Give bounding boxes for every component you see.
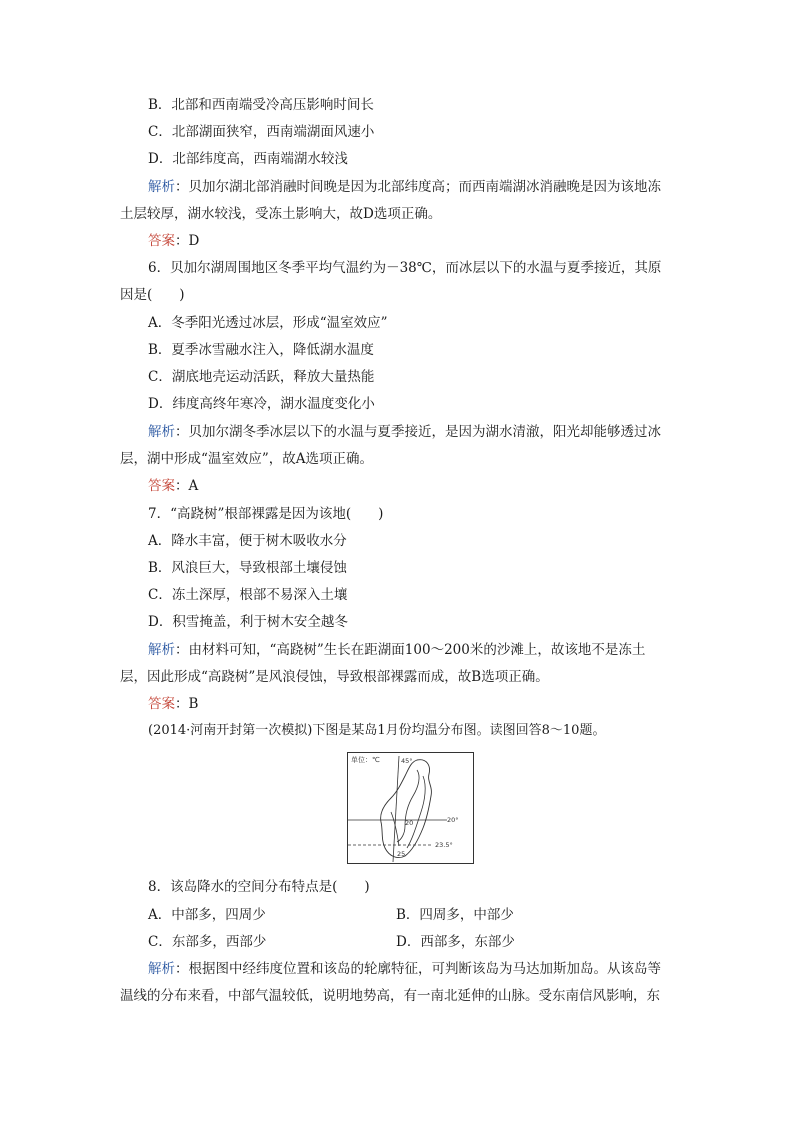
- answer-value: ：B: [175, 696, 199, 712]
- latitude-label-20: 20°: [447, 816, 459, 824]
- q5-analysis-line1: [148, 178, 661, 196]
- q6-stem-line1: 6．贝加尔湖周围地区冬季平均气温约为－38℃，而冰层以下的水温与夏季接近，其原: [148, 260, 662, 276]
- isotherm-map-figure: [347, 752, 474, 864]
- q7-analysis-line1: [148, 641, 645, 659]
- longitude-label: 45°: [401, 757, 413, 765]
- answer-value: ：A: [175, 478, 199, 494]
- answer-label: 答案: [148, 696, 175, 712]
- q5-answer: [148, 232, 199, 250]
- isotherm-label-20: 20: [405, 819, 414, 827]
- q6-option-a: A．冬季阳光透过冰层，形成“温室效应”: [148, 315, 388, 331]
- q6-stem-line2: 因是( ): [120, 287, 185, 303]
- q8-option-c: C．东部多，西部少: [148, 934, 267, 950]
- q6-analysis-line1: [148, 423, 661, 441]
- analysis-text: ：由材料可知，“高跷树”生长在距湖面100～200米的沙滩上，故该地不是冻土: [175, 642, 646, 658]
- q7-option-a: A．降水丰富，便于树木吸收水分: [148, 533, 347, 549]
- q5-option-c: C．北部湖面狭窄，西南端湖面风速小: [148, 124, 375, 140]
- figure-frame: [348, 753, 474, 864]
- unit-label: 单位：℃: [351, 756, 380, 764]
- analysis-text: ：贝加尔湖冬季冰层以下的水温与夏季接近，是因为湖水清澈，阳光却能够透过冰: [175, 424, 661, 440]
- isotherm-label-25: 25: [397, 850, 406, 858]
- analysis-text: ：根据图中经纬度位置和该岛的轮廓特征，可判断该岛为马达加斯加岛。从该岛等: [175, 961, 661, 977]
- q6-option-b: B．夏季冰雪融水注入，降低湖水温度: [148, 342, 374, 358]
- q8-option-d: D．西部多，东部少: [396, 934, 515, 950]
- q7-option-b: B．风浪巨大，导致根部土壤侵蚀: [148, 560, 347, 576]
- latitude-label-23-5: 23.5°: [435, 841, 453, 849]
- q7-stem: 7．“高跷树”根部裸露是因为该地( ): [148, 506, 384, 522]
- q8-option-a: A．中部多，四周少: [148, 907, 266, 923]
- answer-label: 答案: [148, 478, 175, 494]
- analysis-label: 解析: [148, 642, 175, 658]
- analysis-label: 解析: [148, 424, 175, 440]
- q7-answer: [148, 695, 198, 713]
- q5-option-d: D．北部纬度高，西南端湖水较浅: [148, 151, 348, 167]
- questions-intro: (2014·河南开封第一次模拟)下图是某岛1月份均温分布图。读图回答8～10题。: [148, 723, 606, 738]
- answer-label: 答案: [148, 233, 175, 249]
- q6-option-d: D．纬度高终年寒冷，湖水温度变化小: [148, 396, 375, 412]
- q5-option-b: B．北部和西南端受冷高压影响时间长: [148, 97, 374, 113]
- q8-analysis-line2: 温线的分布来看，中部气温较低，说明地势高，有一南北延伸的山脉。受东南信风影响，东: [120, 988, 660, 1004]
- q8-option-b: B．四周多，中部少: [396, 907, 514, 923]
- q6-analysis-line2: 层，湖中形成“温室效应”，故A选项正确。: [120, 451, 374, 467]
- q7-analysis-line2: 层，因此形成“高跷树”是风浪侵蚀，导致根部裸露而成，故B选项正确。: [120, 669, 549, 685]
- q6-answer: [148, 477, 198, 495]
- q5-analysis-line2: 土层较厚，湖水较浅，受冻土影响大，故D选项正确。: [120, 206, 442, 222]
- q7-option-d: D．积雪掩盖，利于树木安全越冬: [148, 614, 348, 630]
- analysis-label: 解析: [148, 961, 175, 977]
- answer-value: ：D: [175, 233, 200, 249]
- q6-option-c: C．湖底地壳运动活跃，释放大量热能: [148, 369, 375, 385]
- analysis-label: 解析: [148, 179, 175, 195]
- analysis-text: ：贝加尔湖北部消融时间晚是因为北部纬度高；而西南端湖冰消融晚是因为该地冻: [175, 179, 661, 195]
- q8-analysis-line1: [148, 960, 661, 978]
- q7-option-c: C．冻土深厚，根部不易深入土壤: [148, 587, 348, 603]
- q8-stem: 8．该岛降水的空间分布特点是( ): [148, 879, 370, 895]
